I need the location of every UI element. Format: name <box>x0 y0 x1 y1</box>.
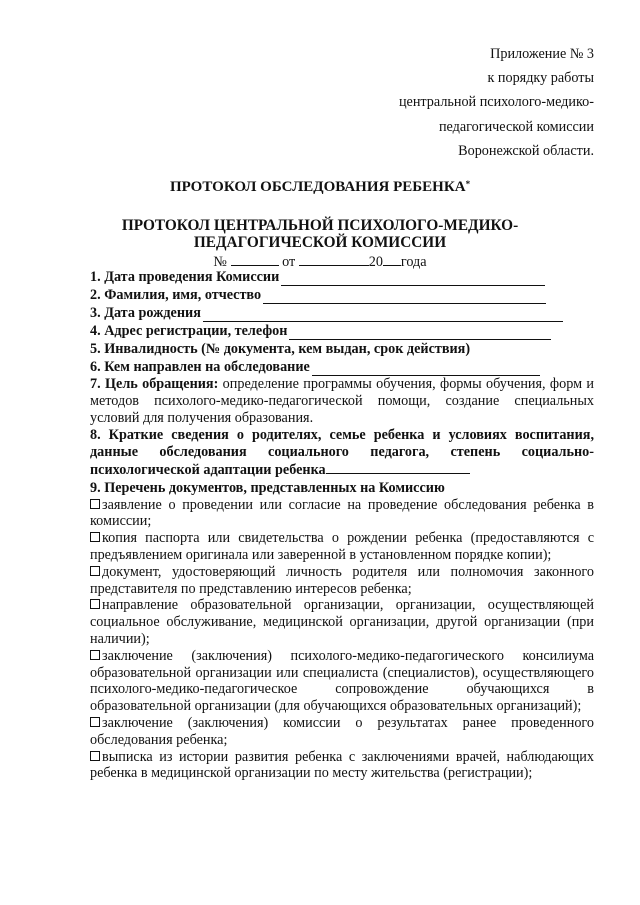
number-sign: № <box>213 254 227 270</box>
item-label: 5. Инвалидность (№ документа, кем выдан, срок действия) <box>90 341 471 358</box>
checkbox-icon[interactable] <box>90 717 100 727</box>
document-item <box>90 749 594 783</box>
blank-line <box>281 273 545 286</box>
item-family-info <box>90 427 594 478</box>
year-prefix: 20 <box>368 254 383 270</box>
document-item <box>90 648 594 715</box>
item-label: 2. Фамилия, имя, отчество <box>90 287 262 304</box>
item-label: 4. Адрес регистрации, телефон <box>90 323 288 340</box>
item-referred-by <box>90 358 594 376</box>
appendix-header <box>399 46 594 167</box>
documents-list <box>90 497 594 783</box>
purpose-label: 7. Цель обращения: <box>90 376 219 392</box>
appendix-line: к порядку работы <box>487 70 594 87</box>
document-text: заключение (заключения) психолого-медико-педагогического консилиума образовательной организации или специалиста (специалистов), осуществляющего психолого-медико-педагогическое сопровождение обучающихся в образовательной организации (для обучающихся образовательных организаций); <box>90 647 594 715</box>
document-text: копия паспорта или свидетельства о рождении ребенка (предоставляются с предъявлением оригинала или заверенной в установленном порядке копии); <box>90 530 594 563</box>
date-field <box>299 252 369 266</box>
item-commission-date <box>90 268 594 286</box>
appendix-line: Воронежской области. <box>458 142 594 159</box>
checkbox-icon[interactable] <box>90 499 100 509</box>
purpose-text: определение программы обучения, формы обучения, форм и методов психолого-медико-педагогической помощи, создание специальных условий для получения образования. <box>90 376 594 426</box>
document-item <box>90 530 594 564</box>
item-disability <box>90 340 594 358</box>
appendix-line: центральной психолого-медико- <box>398 94 594 111</box>
blank-line <box>263 291 546 304</box>
commission-title <box>0 217 640 251</box>
document-text: заявление о проведении или согласие на проведение обследования ребенка в комиссии; <box>90 496 594 530</box>
date-from: от <box>282 254 296 270</box>
appendix-line: Приложение № 3 <box>490 46 594 62</box>
item-documents-heading: 9. Перечень документов, представленных на Комиссию <box>90 479 445 496</box>
item-full-name <box>90 286 594 304</box>
document-text: направление образовательной организации, организации, осуществляющей социальное обслуживание, медицинской организации, другой организации (при наличии); <box>90 597 594 647</box>
year-field <box>383 252 401 266</box>
checkbox-icon[interactable] <box>90 599 100 609</box>
item-address-phone <box>90 322 594 340</box>
blank-line <box>203 309 563 322</box>
protocol-title <box>0 179 640 196</box>
item-label: 1. Дата проведения Комиссии <box>90 269 280 286</box>
blank-line <box>312 363 540 376</box>
checkbox-icon[interactable] <box>90 566 100 576</box>
checkbox-icon[interactable] <box>90 751 100 761</box>
blank-line <box>326 461 470 474</box>
year-word: года <box>400 254 427 270</box>
item-birth-date <box>90 304 594 322</box>
item-purpose <box>90 376 594 426</box>
item-label: 6. Кем направлен на обследование <box>90 359 310 376</box>
checkbox-icon[interactable] <box>90 532 100 542</box>
document-item <box>90 715 594 749</box>
footnote-mark: * <box>465 179 471 189</box>
protocol-body <box>90 268 594 782</box>
commission-title-line: ПЕДАГОГИЧЕСКОЙ КОМИССИИ <box>193 234 447 251</box>
document-text: выписка из истории развития ребенка с заключениями врачей, наблюдающих ребенка в медицинской организации по месту жительства (регистрации); <box>90 748 594 782</box>
document-text: документ, удостоверяющий личность родителя или полномочия законного представителя по представлению интересов ребенка; <box>90 563 594 597</box>
family-info-label: 8. Краткие сведения о родителях, семье ребенка и условиях воспитания, данные обследования социального педагога, степень социально-психологической адаптации ребенка <box>90 427 594 478</box>
protocol-title-text: ПРОТОКОЛ ОБСЛЕДОВАНИЯ РЕБЕНКА <box>169 179 466 195</box>
commission-title-line: ПРОТОКОЛ ЦЕНТРАЛЬНОЙ ПСИХОЛОГО-МЕДИКО- <box>121 217 519 234</box>
document-item <box>90 564 594 598</box>
document-text: заключение (заключения) комиссии о результатах ранее проведенного обследования ребенка; <box>90 714 594 748</box>
checkbox-icon[interactable] <box>90 650 100 660</box>
appendix-line: педагогической комиссии <box>438 118 594 135</box>
number-field <box>231 252 279 266</box>
item-label: 3. Дата рождения <box>90 305 201 322</box>
blank-line <box>289 327 551 340</box>
document-item <box>90 597 594 647</box>
document-item <box>90 497 594 531</box>
